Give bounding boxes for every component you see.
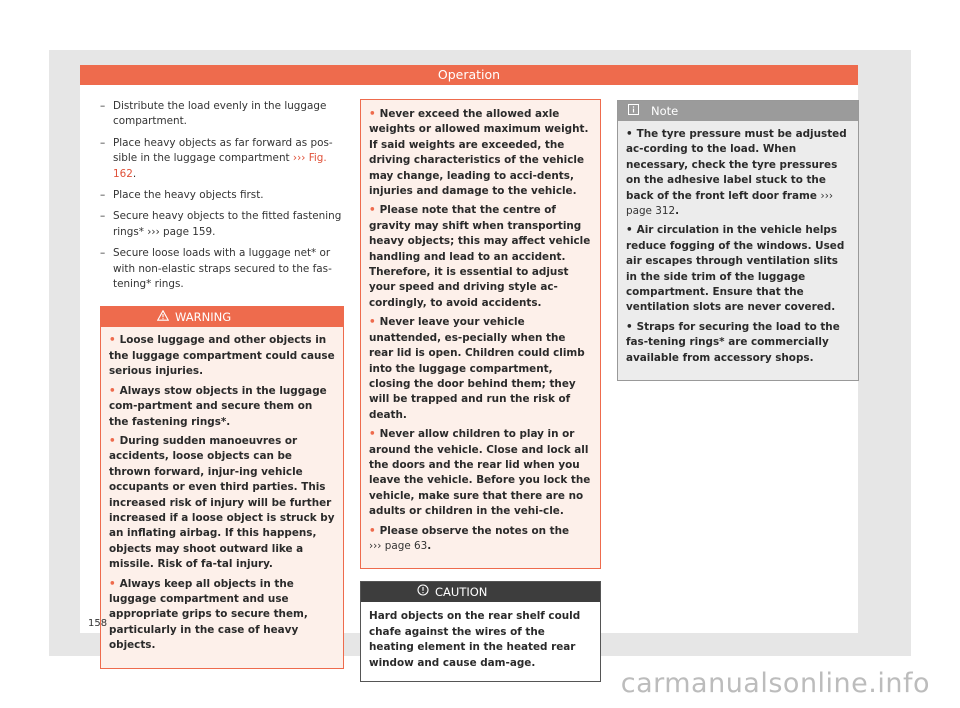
- warning-continuation-box: [360, 99, 601, 569]
- page-link[interactable]: ››› page 312: [626, 189, 834, 218]
- note-title: Note: [651, 104, 679, 118]
- warning-bullet: • Please note that the centre of gravity may shift when transporting heavy objects; this may affect vehicle handling and lead to an accident. Therefore, it is essential to adjust your speed and driving style ac-cordingly, to avoid accidents.: [369, 204, 591, 309]
- section-header: Operation: [80, 65, 858, 85]
- list-item: – Secure loose loads with a luggage net* or with non-elastic straps secured to the fas-tening* rings.: [100, 247, 332, 291]
- warning-box: [100, 306, 344, 668]
- list-item-text: Secure heavy objects to the fitted fastening rings*: [113, 210, 342, 238]
- list-item-text: Place the heavy objects first.: [113, 189, 264, 202]
- punctuation: .: [212, 225, 216, 238]
- instruction-list: [100, 99, 344, 292]
- note-box: [617, 100, 859, 381]
- warning-bullet: • Never leave your vehicle unattended, es-pecially when the rear lid is open. Children could climb into the luggage compartment, closing the door behind them; they will be trapped and run the risk of death.: [369, 316, 585, 421]
- list-item: – Secure heavy objects to the fitted fastening rings* ››› page 159.: [100, 210, 342, 238]
- info-icon: [628, 101, 639, 121]
- note-bullet: • Straps for securing the load to the fas-tening rings* are commercially available from accessory shops.: [626, 320, 840, 364]
- note-bullet: • Air circulation in the vehicle helps reduce fogging of the windows. Used air escapes through ventilation slits in the side trim of the luggage compartment. Ensure that the ventilation slots are never covered.: [626, 224, 845, 314]
- caution-box: [360, 581, 601, 682]
- caution-circle-icon: [417, 582, 429, 602]
- note-body: [618, 121, 858, 380]
- caution-title: CAUTION: [435, 585, 488, 600]
- warning-bullet: • Always keep all objects in the luggage compartment and use appropriate grips to secure them, particularly in the case of heavy objects.: [109, 577, 308, 652]
- list-item: – Distribute the load evenly in the luggage compartment.: [100, 100, 327, 128]
- punctuation: .: [675, 205, 680, 218]
- caution-text: Hard objects on the rear shelf could chafe against the wires of the heating element in the heated rear window and cause dam-age.: [369, 610, 581, 669]
- note-header: [618, 101, 858, 121]
- warning-bullet: • Never exceed the allowed axle weights or allowed maximum weight. If said weights are exceeded, the driving characteristics of the vehicle may change, leading to acci-dents, injuries and damage to the vehicle.: [369, 108, 589, 198]
- list-item-text: Distribute the load evenly in the luggage compartment.: [113, 100, 327, 128]
- list-item-text: Secure loose loads with a luggage net* or with non-elastic straps secured to the fas-tening* rings.: [113, 247, 332, 291]
- caution-header: [361, 582, 600, 602]
- warning-body: [101, 327, 343, 667]
- watermark-logo: carmanualsonline.info: [620, 668, 930, 699]
- page-link[interactable]: ››› page 159: [147, 225, 213, 238]
- warning-continuation-body: [361, 100, 600, 568]
- warning-bullet: • Always stow objects in the luggage com-partment and secure them on the fastening rings*.: [109, 384, 327, 428]
- list-item: – Place heavy objects as far forward as pos-sible in the luggage compartment ››› Fig. 162.: [100, 136, 333, 180]
- note-bullet: • The tyre pressure must be adjusted ac-cording to the load. When necessary, check the tyre pressures on the adhesive label stuck to the back of the front left door frame ››› page 312.: [626, 128, 847, 218]
- warning-bullet: • Loose luggage and other objects in the luggage compartment could cause serious injuries.: [109, 334, 335, 378]
- warning-bullet: • Please observe the notes on the ››› page 63.: [369, 524, 570, 552]
- warning-bullet: • During sudden manoeuvres or accidents, loose objects can be thrown forward, injur-ing vehicle occupants or even third parties. This increased risk of injury will be further increased if a loose object is struck by an inflating airbag. If this happens, objects may shoot outward like a missile. Risk of fa-tal injury.: [109, 434, 335, 571]
- warning-triangle-icon: [157, 307, 169, 327]
- page-number: 158: [88, 618, 108, 629]
- list-item-text: Place heavy objects as far forward as pos-sible in the luggage compartment: [113, 136, 333, 165]
- column-1: [100, 99, 344, 669]
- warning-title: WARNING: [175, 310, 232, 325]
- figure-link[interactable]: ››› Fig. 162: [113, 152, 327, 180]
- warning-bullet: • Never allow children to play in or around the vehicle. Close and lock all the doors and the rear lid when you leave the vehicle. Before you lock the vehicle, make sure that there are no adults or children in the vehi-cle.: [369, 428, 591, 518]
- list-item: – Place the heavy objects first.: [100, 189, 264, 202]
- warning-header: [101, 307, 343, 327]
- column-3: [617, 100, 859, 381]
- punctuation: .: [132, 167, 137, 180]
- punctuation: .: [427, 539, 432, 552]
- page-link[interactable]: ››› page 63: [369, 539, 428, 552]
- column-2: [360, 99, 601, 682]
